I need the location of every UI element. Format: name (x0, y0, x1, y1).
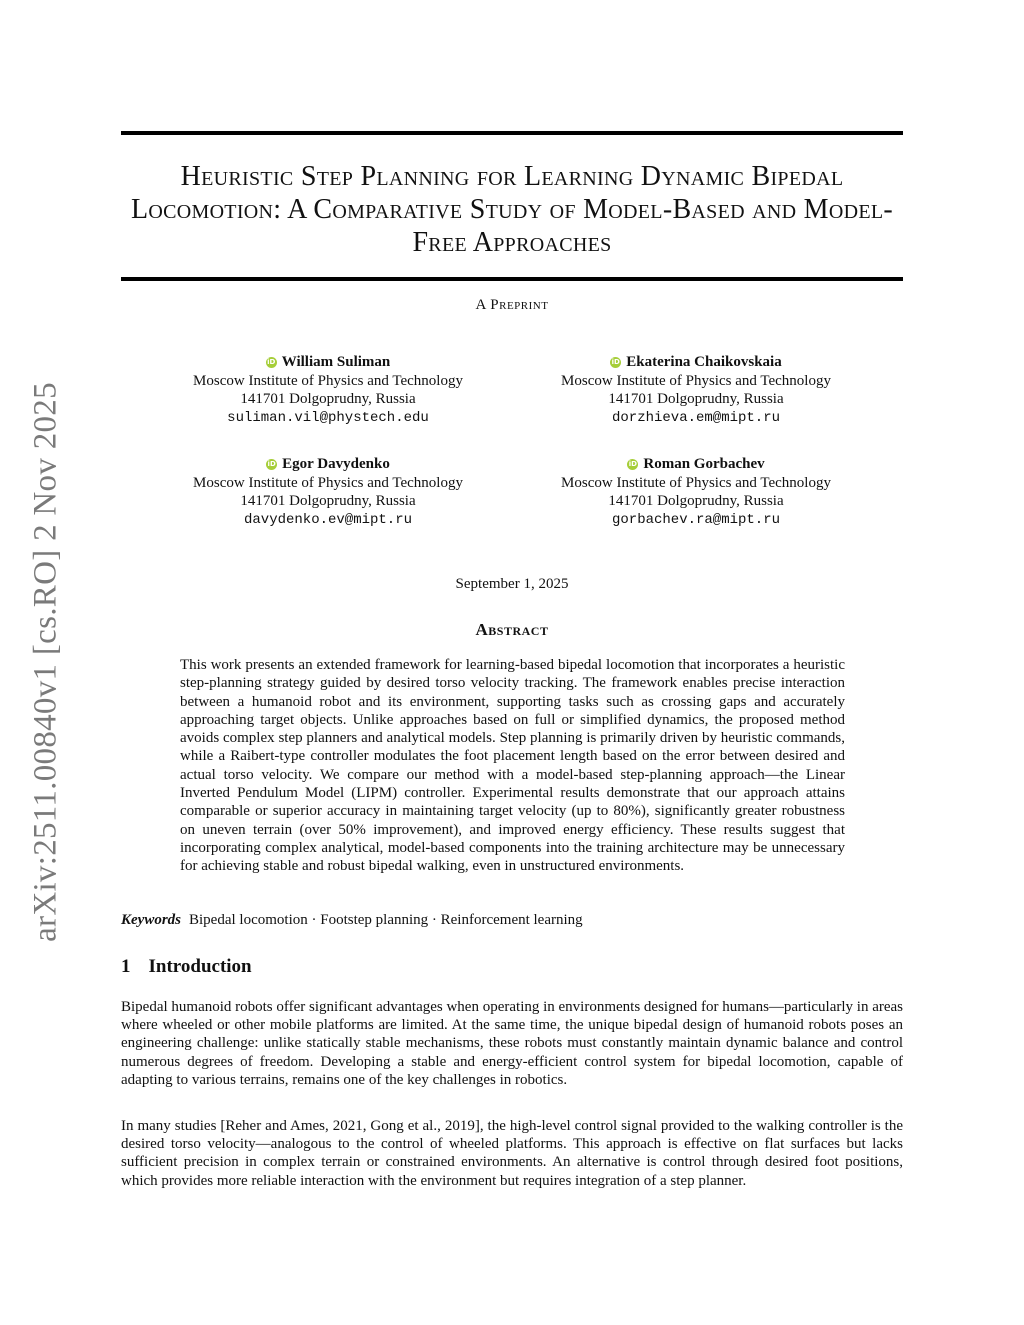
body-paragraph: In many studies [Reher and Ames, 2021, Gong et al., 2019], the high-level control signal provided to the walking controller is the desired torso velocity—analogous to the control of wheeled platforms. This approach is effective on flat surfaces but lacks sufficient precision in complex terrain or constrained environments. An alternative is control through desired foot positions, which provides more reliable interaction with the environment but requires integration of a step planner. (121, 1118, 903, 1189)
orcid-icon[interactable]: iD (267, 460, 276, 468)
author-affiliation: Moscow Institute of Physics and Technology (561, 474, 831, 491)
keywords-label: Keywords (121, 912, 181, 928)
author-address: 141701 Dolgoprudny, Russia (608, 391, 784, 408)
orcid-icon[interactable]: iD (628, 460, 637, 468)
author-affiliation: Moscow Institute of Physics and Technology (193, 372, 463, 389)
orcid-icon[interactable]: iD (267, 358, 276, 366)
title-rule-top (121, 131, 903, 135)
author-block (148, 351, 508, 427)
author-email[interactable]: suliman.vil@phystech.edu (227, 409, 429, 426)
author-block (516, 453, 876, 529)
abstract-heading: Abstract (475, 620, 549, 639)
author-affiliation: Moscow Institute of Physics and Technology (193, 474, 463, 491)
body-paragraph: Bipedal humanoid robots offer significant advantages when operating in environments designed for humans—particularly in areas where wheeled or other mobile platforms are limited. At the same time, the unique bipedal design of humanoid robots poses an engineering challenge: unlike statically stable mechanisms, these robots must constantly maintain dynamic balance and control numerous degrees of freedom. Developing a stable and energy-efficient control system for bipedal locomotion, capable of adapting to various terrains, remains one of the key challenges in robotics. (121, 999, 904, 1088)
author-name: Ekaterina Chaikovskaia (626, 354, 782, 371)
paper-title: Heuristic Step Planning for Learning Dynamic Bipedal Locomotion: A Comparative Study of Model-Based and Model-Free Approaches (130, 161, 894, 258)
author-address: 141701 Dolgoprudny, Russia (240, 391, 416, 408)
author-address: 141701 Dolgoprudny, Russia (240, 493, 416, 510)
section-number: 1 (121, 956, 131, 977)
author-name: Roman Gorbachev (643, 456, 765, 473)
section-heading (121, 956, 252, 978)
orcid-icon[interactable]: iD (611, 358, 620, 366)
author-affiliation: Moscow Institute of Physics and Technology (561, 372, 831, 389)
section-title: Introduction (148, 956, 252, 977)
keywords-list: Bipedal locomotion · Footstep planning · Reinforcement learning (189, 912, 583, 928)
abstract-text: This work presents an extended framework for learning-based bipedal locomotion that incorporates a heuristic step-planning strategy guided by desired torso velocity tracking. The framework enables precise interaction between a humanoid robot and its environment, supporting tasks such as crossing gaps and accurately approaching target objects. Unlike approaches based on full or simplified dynamics, the proposed method avoids complex step planners and analytical models. Step planning is primarily driven by heuristic commands, while a Raibert-type controller modulates the foot placement length based on the error between desired and actual torso velocity. We compare our method with a model-based step-planning approach—the Linear Inverted Pendulum Model (LIPM) controller. Experimental results demonstrate that our approach attains comparable or superior accuracy in maintaining target velocity (up to 80%), significantly greater robustness on uneven terrain (over 50% improvement), and improved energy efficiency. These results suggest that incorporating complex analytical, model-based components into the training architecture may be unnecessary for achieving stable and robust bipedal walking, even in unstructured environments. (180, 657, 845, 875)
author-block (148, 453, 508, 529)
arxiv-identifier: arXiv:2511.00840v1 [cs.RO] 2 Nov 2025 (27, 382, 64, 942)
keywords (121, 912, 903, 929)
author-address: 141701 Dolgoprudny, Russia (608, 493, 784, 510)
title-rule-bottom (121, 277, 903, 281)
preprint-label: A Preprint (475, 297, 549, 313)
author-email[interactable]: gorbachev.ra@mipt.ru (611, 511, 781, 528)
author-name: William Suliman (281, 354, 391, 371)
paper-date: September 1, 2025 (455, 576, 569, 592)
author-email[interactable]: dorzhieva.em@mipt.ru (611, 409, 781, 426)
author-name: Egor Davydenko (282, 456, 390, 473)
author-block (516, 351, 876, 427)
author-email[interactable]: davydenko.ev@mipt.ru (243, 511, 413, 528)
